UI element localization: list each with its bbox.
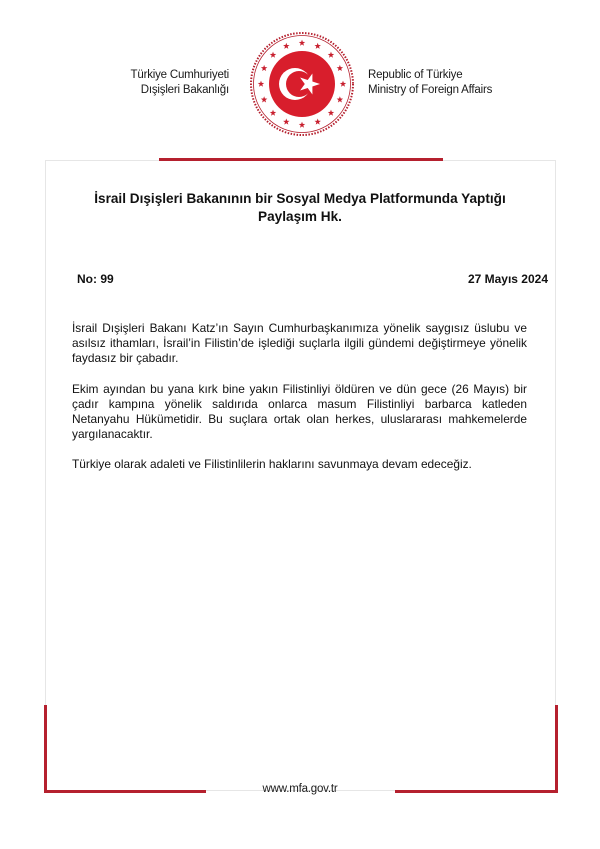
turkish-emblem-icon <box>248 30 356 138</box>
frame-accent-left <box>44 705 47 792</box>
letterhead-english-name <box>368 68 492 98</box>
letterhead-left-line2: Dışişleri Bakanlığı <box>140 84 229 96</box>
document-body <box>72 321 527 488</box>
body-paragraph: Türkiye olarak adaleti ve Filistinlilerin haklarını savunmaya devam edeceğiz. <box>72 457 472 472</box>
body-paragraph: İsrail Dışişleri Bakanı Katz’ın Sayın Cumhurbaşkanımıza yönelik saygısız üslubu ve asılsız ithamları, İsrail’in Filistin’de işlediği suçlarla ilgili gündemi değiştirmeye yönelik faydasız bir çabadır. <box>72 321 527 366</box>
document-number: No: 99 <box>77 272 114 286</box>
document-date: 27 Mayıs 2024 <box>467 272 548 286</box>
document-title-line1: İsrail Dışişleri Bakanının bir Sosyal Medya Platformunda Yaptığı <box>94 191 506 206</box>
letterhead <box>0 0 600 160</box>
letterhead-turkish-name <box>131 68 229 98</box>
document-title-line2: Paylaşım Hk. <box>258 209 342 224</box>
document-title <box>60 190 540 226</box>
letterhead-right-line1: Republic of Türkiye <box>368 69 463 81</box>
letterhead-right-line2: Ministry of Foreign Affairs <box>368 84 493 96</box>
footer-website-link[interactable]: www.mfa.gov.tr <box>262 783 338 795</box>
frame-accent-right <box>555 705 558 792</box>
body-paragraph: Ekim ayından bu yana kırk bine yakın Filistinliyi öldüren ve dün gece (26 Mayıs) bir çadır kampına yönelik saldırıda onlarca masum Filistinliyi barbarca katleden Netanyahu Hükümetidir. Bu suçlara ortak olan herkes, uluslararası mahkemelerde yargılanacaktır. <box>72 381 527 442</box>
letterhead-left-line1: Türkiye Cumhuriyeti <box>130 69 229 81</box>
header-divider <box>159 158 443 161</box>
